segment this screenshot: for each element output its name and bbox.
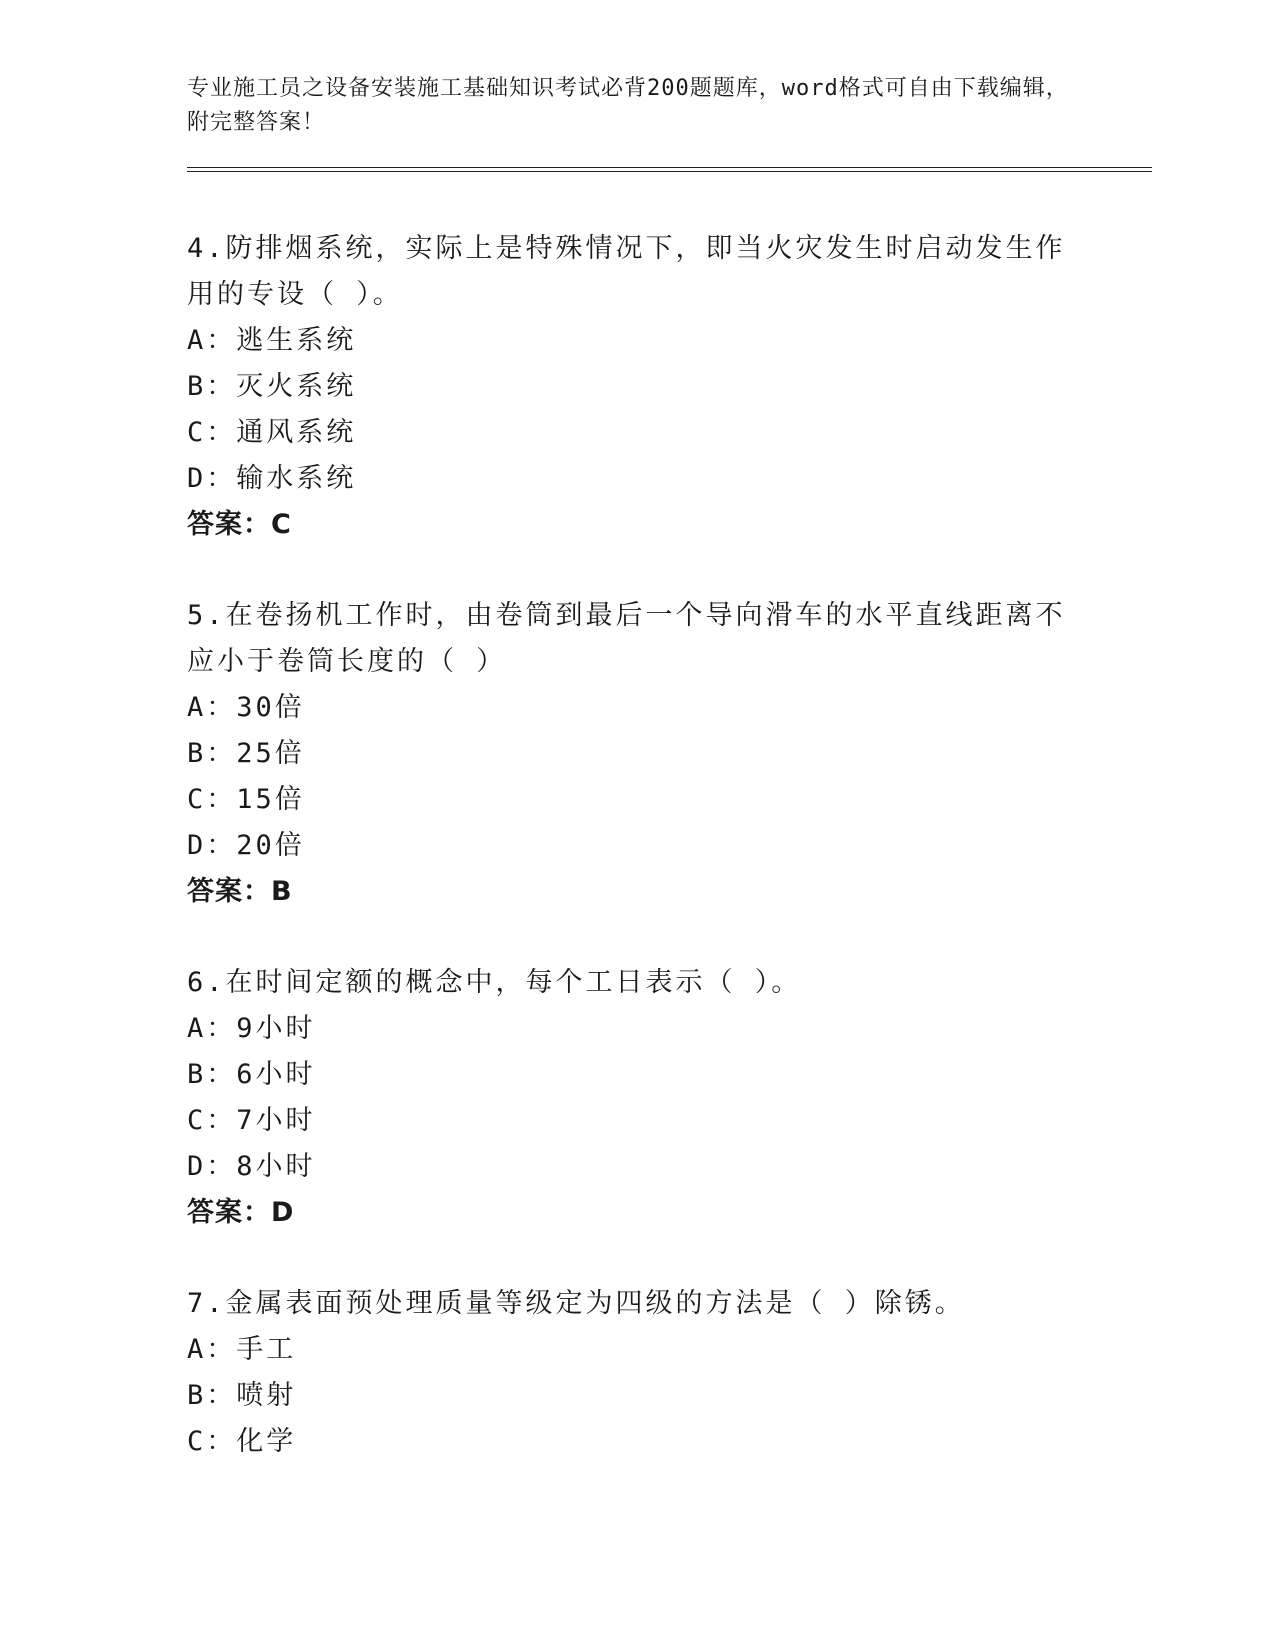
question-stem: 7.金属表面预处理质量等级定为四级的方法是（ ）除锈。: [187, 1288, 965, 1319]
header-divider: [187, 167, 1152, 172]
document-header: 专业施工员之设备安装施工基础知识考试必背200题题库，word格式可自由下载编辑，附完整答案！: [187, 76, 1069, 135]
option-a: A：逃生系统: [187, 325, 357, 356]
option-a: A：9小时: [187, 1013, 316, 1044]
option-d: D：20倍: [187, 830, 305, 861]
option-b: B：6小时: [187, 1059, 316, 1090]
question-stem: 5.在卷扬机工作时，由卷筒到最后一个导向滑车的水平直线距离不应小于卷筒长度的（ ）: [187, 600, 1066, 677]
option-a: A：手工: [187, 1334, 297, 1365]
option-c: C：化学: [187, 1426, 297, 1457]
option-c: C：15倍: [187, 784, 305, 815]
question-5: [187, 593, 1152, 915]
answer: 答案：D: [187, 1197, 295, 1228]
option-d: D：8小时: [187, 1151, 316, 1182]
option-a: A：30倍: [187, 692, 305, 723]
option-c: C：7小时: [187, 1105, 316, 1136]
document-page: [187, 72, 1152, 1465]
option-b: B：25倍: [187, 738, 305, 769]
option-b: B：喷射: [187, 1380, 297, 1411]
option-b: B：灭火系统: [187, 371, 357, 402]
question-7: [187, 1281, 1152, 1465]
question-4: [187, 226, 1152, 548]
option-d: D：输水系统: [187, 463, 357, 494]
question-stem: 4.防排烟系统，实际上是特殊情况下，即当火灾发生时启动发生作用的专设（ ）。: [187, 233, 1066, 310]
question-6: [187, 960, 1152, 1236]
option-c: C：通风系统: [187, 417, 357, 448]
answer: 答案：C: [187, 509, 292, 540]
answer: 答案：B: [187, 876, 293, 907]
question-stem: 6.在时间定额的概念中，每个工日表示（ ）。: [187, 967, 802, 998]
